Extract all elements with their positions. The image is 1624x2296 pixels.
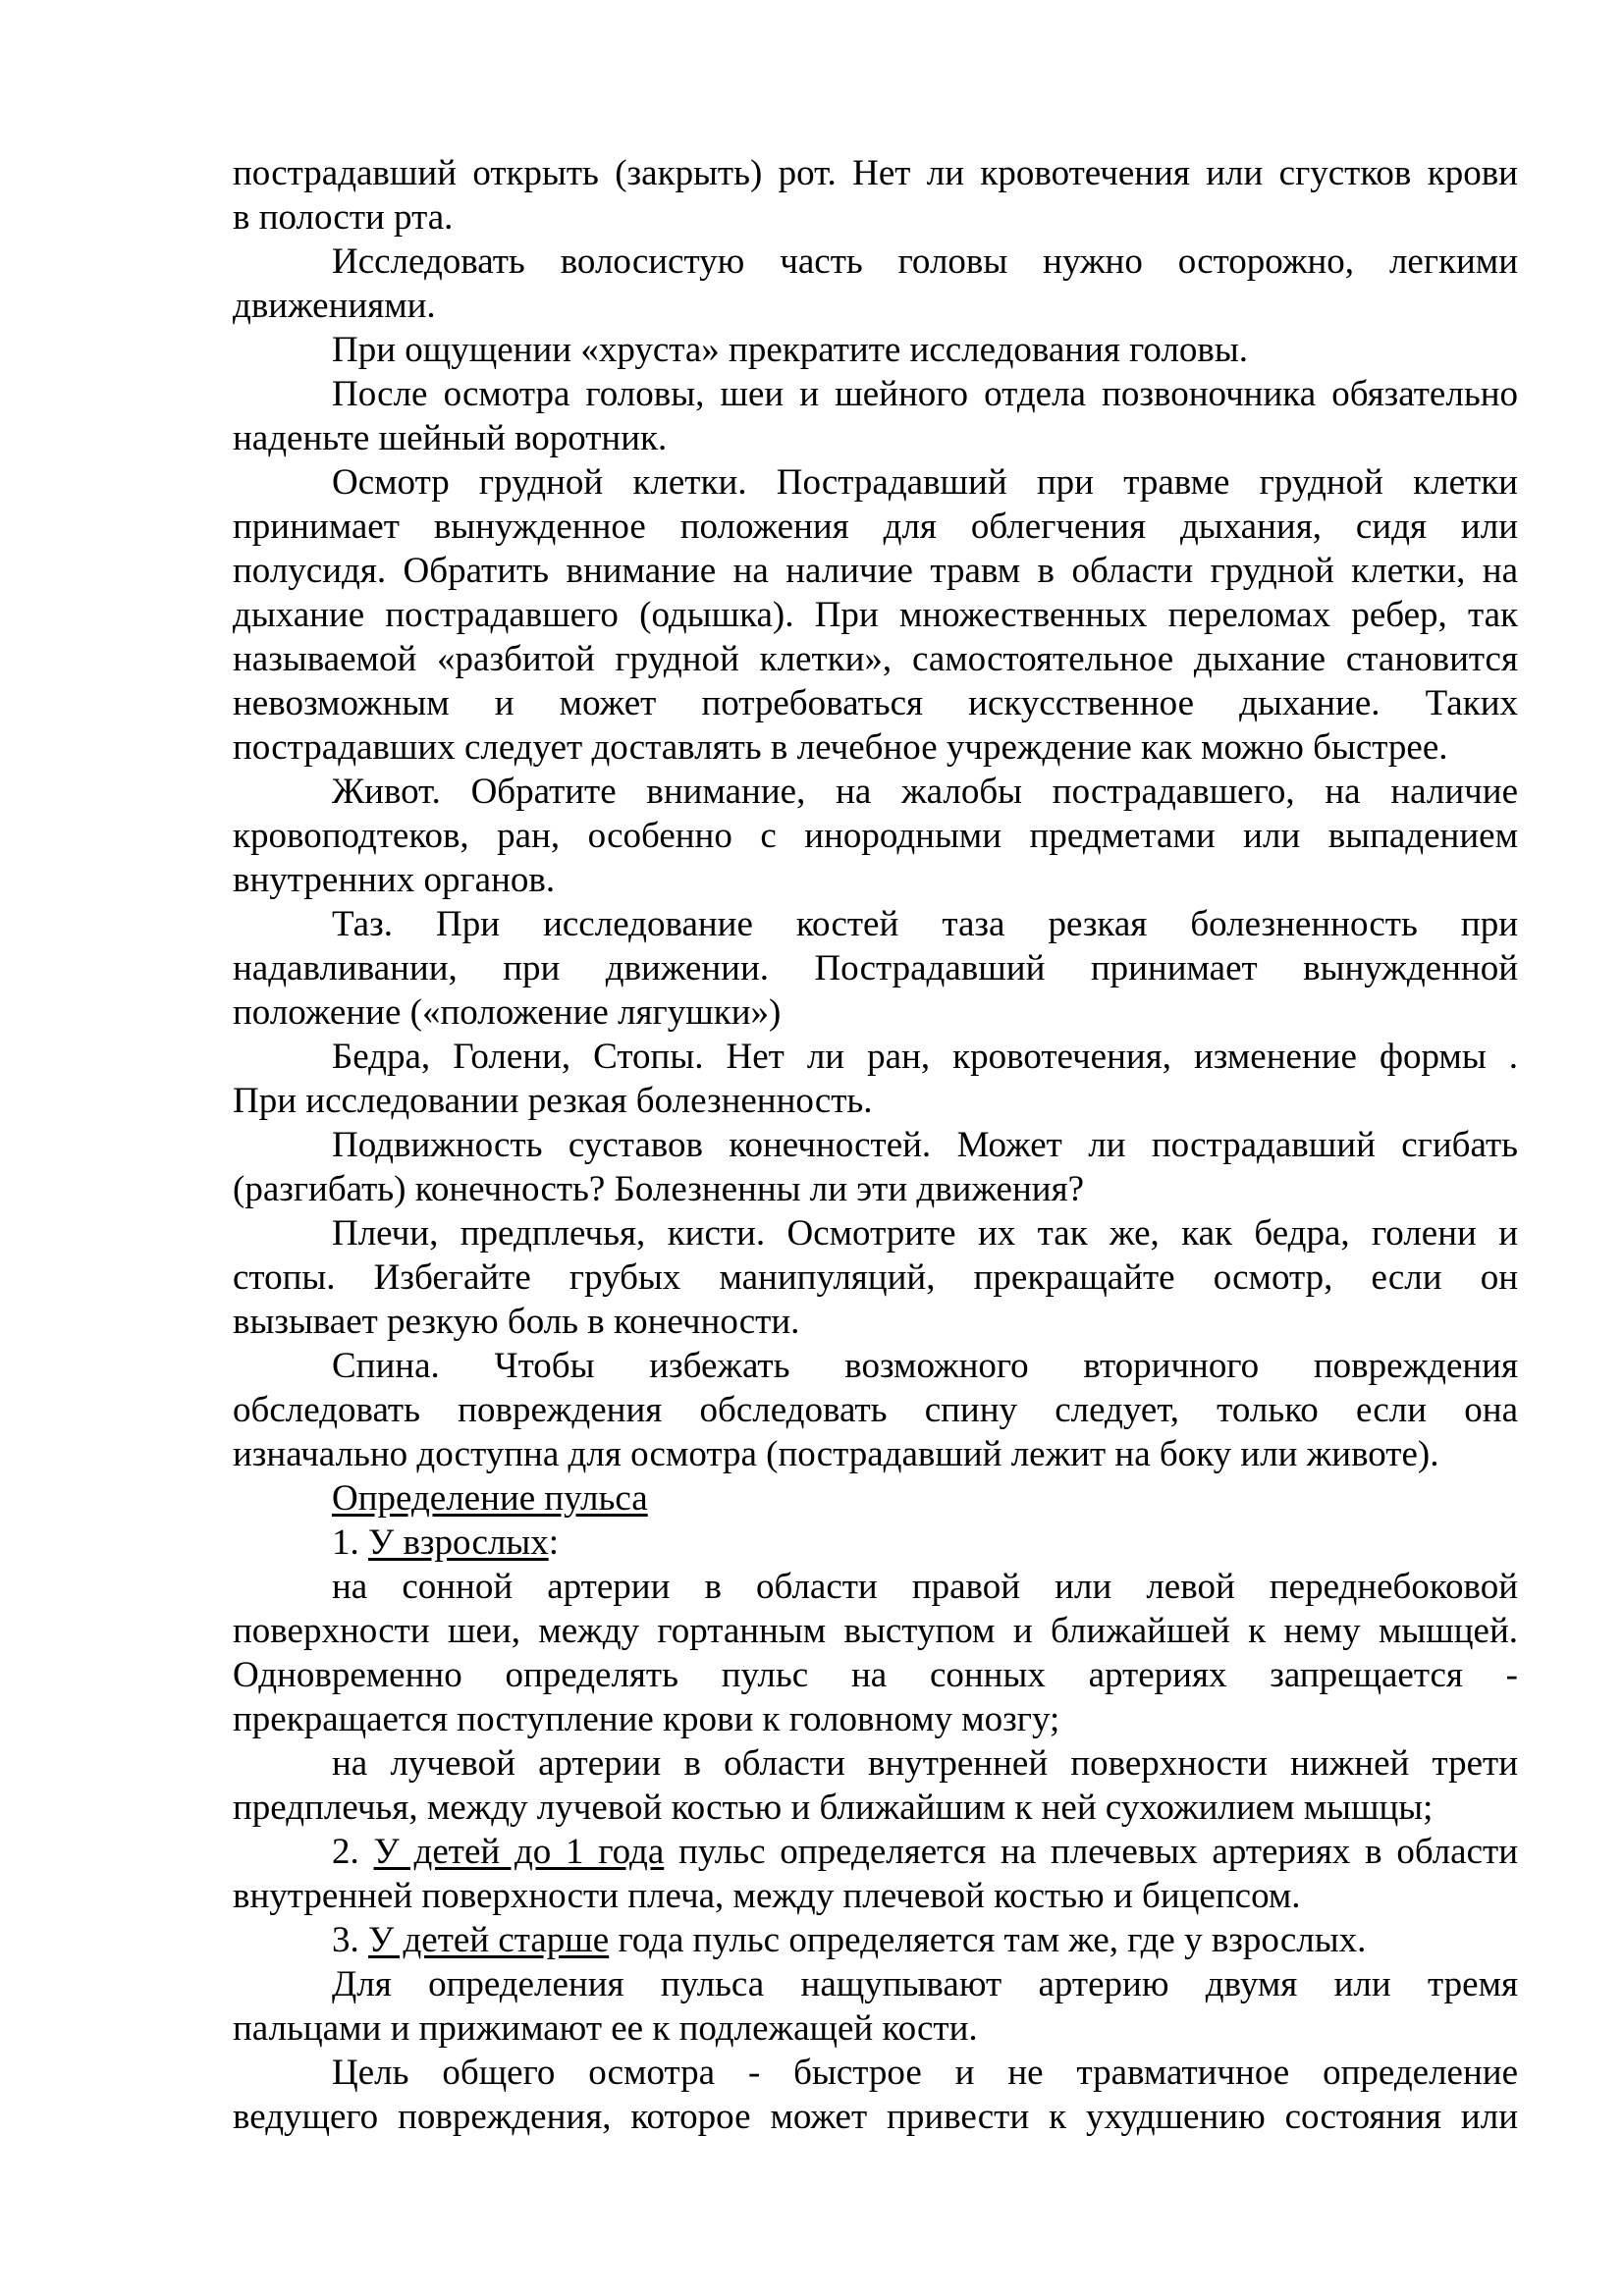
paragraph: [233, 1035, 1518, 1123]
text-segment: 1.: [332, 1522, 368, 1563]
text-line: (разгибать) конечность? Болезненны ли эти движения?: [233, 1169, 1085, 1209]
text-line: Плечи, предплечья, кисти. Осмотрите их так же, как бедра, голени и: [332, 1213, 1518, 1254]
underlined-text: У детей до 1 года: [373, 1832, 665, 1872]
paragraph: [233, 1962, 1518, 2051]
text-segment: года пульс определяется там же, где у взрослых.: [609, 1920, 1367, 1960]
paragraph: [233, 1521, 1518, 1565]
text-line: вызывает резкую боль в конечности.: [233, 1302, 800, 1342]
text-line: кровоподтеков, ран, особенно с инородными предметами или выпадением: [233, 816, 1518, 856]
text-line: Бедра, Голени, Стопы. Нет ли ран, кровотечения, изменение формы .: [332, 1037, 1518, 1077]
paragraph: [233, 1211, 1518, 1344]
text-line: [233, 1918, 1518, 1962]
text-line: ведущего повреждения, которое может привести к ухудшению состояния или: [233, 2097, 1518, 2137]
text-line: [233, 1830, 1518, 1874]
text-line: принимает вынужденное положения для облегчения дыхания, сидя или: [233, 507, 1518, 547]
paragraph: [233, 1741, 1518, 1830]
paragraph: [233, 1344, 1518, 1476]
text-line: При ощущении «хруста» прекратите исследования головы.: [332, 330, 1248, 370]
text-line: изначально доступна для осмотра (пострадавший лежит на боку или животе).: [233, 1434, 1439, 1474]
text-line: невозможным и может потребоваться искусственное дыхание. Таких: [233, 683, 1518, 723]
text-line: положение («положение лягушки»): [233, 992, 782, 1033]
text-line: наденьте шейный воротник.: [233, 418, 668, 458]
text-line: Цель общего осмотра - быстрое и не травматичное определение: [332, 2053, 1518, 2093]
document-page: [233, 151, 1518, 2139]
paragraph: [233, 328, 1518, 372]
text-line: пострадавших следует доставлять в лечебное учреждение как можно быстрее.: [233, 727, 1448, 768]
text-segment: пульс определяется на плечевых артериях в области: [664, 1832, 1519, 1872]
text-line: предплечья, между лучевой костью и ближайшим к ней сухожилием мышцы;: [233, 1788, 1434, 1828]
paragraph: [233, 1565, 1518, 1741]
paragraph: [233, 151, 1518, 240]
text-line: Подвижность суставов конечностей. Может ли пострадавший сгибать: [332, 1125, 1518, 1165]
text-line: Для определения пульса нащупывают артерию двумя или тремя: [332, 1964, 1518, 2004]
text-line: на лучевой артерии в области внутренней поверхности нижней трети: [332, 1743, 1518, 1784]
paragraph: [233, 1476, 1518, 1521]
text-line: на сонной артерии в области правой или левой переднебоковой: [332, 1567, 1518, 1607]
paragraph: [233, 372, 1518, 460]
text-line: [233, 1521, 1518, 1565]
paragraph: [233, 1123, 1518, 1211]
text-line: обследовать повреждения обследовать спину следует, только если она: [233, 1390, 1518, 1430]
text-line: в полости рта.: [233, 197, 454, 238]
text-line: пострадавший открыть (закрыть) рот. Нет ли кровотечения или сгустков крови: [233, 153, 1518, 193]
text-line: Живот. Обратите внимание, на жалобы пострадавшего, на наличие: [332, 772, 1518, 812]
text-line: дыхание пострадавшего (одышка). При множественных переломах ребер, так: [233, 595, 1518, 635]
paragraph: [233, 2051, 1518, 2139]
text-segment: :: [548, 1522, 559, 1563]
text-segment: 2.: [332, 1832, 374, 1872]
paragraph: [233, 902, 1518, 1035]
text-line: Одновременно определять пульс на сонных артериях запрещается -: [233, 1655, 1518, 1695]
paragraph: [233, 240, 1518, 328]
text-line: прекращается поступление крови к головному мозгу;: [233, 1699, 1060, 1739]
text-line: внутренней поверхности плеча, между плечевой костью и бицепсом.: [233, 1876, 1301, 1916]
text-line: движениями.: [233, 286, 436, 326]
text-segment: 3.: [332, 1920, 368, 1960]
text-line: Спина. Чтобы избежать возможного вторичного повреждения: [332, 1346, 1518, 1386]
paragraph: [233, 460, 1518, 770]
text-line: стопы. Избегайте грубых манипуляций, прекращайте осмотр, если он: [233, 1257, 1518, 1298]
underlined-text: У детей старше: [368, 1920, 610, 1960]
text-line: поверхности шеи, между гортанным выступом и ближайшей к нему мышцей.: [233, 1611, 1518, 1651]
text-line: надавливании, при движении. Пострадавший принимает вынужденной: [233, 948, 1518, 988]
text-line: внутренних органов.: [233, 860, 556, 900]
text-line: При исследовании резкая болезненность.: [233, 1081, 873, 1121]
underlined-text: Определение пульса: [332, 1478, 648, 1519]
text-line: называемой «разбитой грудной клетки», самостоятельное дыхание становится: [233, 639, 1518, 679]
text-line: Исследовать волосистую часть головы нужно осторожно, легкими: [332, 241, 1518, 282]
text-line: [233, 1476, 1518, 1521]
text-line: полусидя. Обратить внимание на наличие травм в области грудной клетки, на: [233, 551, 1518, 591]
text-line: пальцами и прижимают ее к подлежащей кости.: [233, 2008, 978, 2049]
text-line: Осмотр грудной клетки. Пострадавший при травме грудной клетки: [332, 462, 1518, 503]
paragraph: [233, 770, 1518, 902]
text-line: Таз. При исследование костей таза резкая болезненность при: [332, 904, 1518, 944]
text-line: После осмотра головы, шеи и шейного отдела позвоночника обязательно: [332, 374, 1518, 414]
paragraph: [233, 1830, 1518, 1918]
paragraph: [233, 1918, 1518, 1962]
underlined-text: У взрослых: [368, 1522, 549, 1563]
